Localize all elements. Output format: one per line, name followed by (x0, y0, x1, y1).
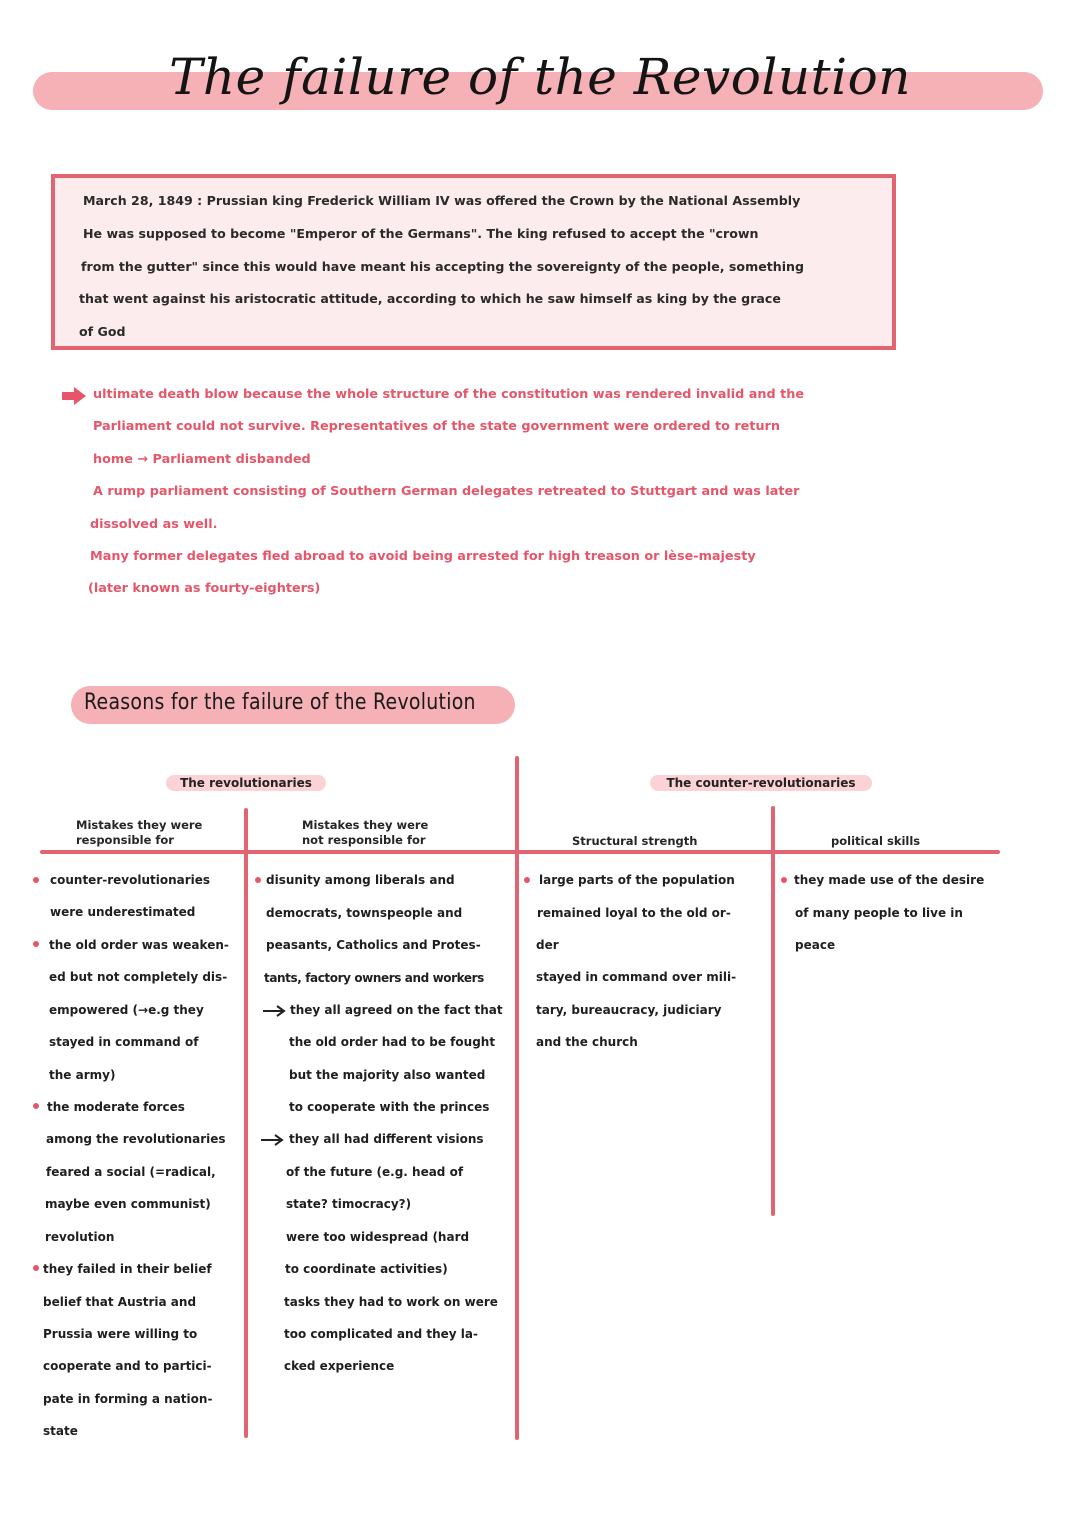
header-not-responsible (302, 818, 428, 848)
page-title: The failure of the Revolution (169, 48, 911, 106)
responsible-line: were underestimated (50, 905, 196, 919)
not-responsible-line: to coordinate activities) (285, 1262, 448, 1276)
header-structural: Structural strength (572, 834, 698, 848)
responsible-line: counter-revolutionaries (50, 873, 211, 887)
table-header-rule (40, 850, 1000, 854)
responsible-line: pate in forming a nation- (43, 1392, 213, 1406)
consequence-line: (later known as fourty-eighters) (88, 581, 321, 596)
responsible-line: maybe even communist) (45, 1197, 211, 1211)
not-responsible-line: democrats, townspeople and (266, 906, 463, 920)
not-responsible-line: they all had different visions (289, 1132, 484, 1146)
responsible-line: the moderate forces (47, 1100, 185, 1114)
structural-line: and the church (536, 1035, 638, 1049)
structural-line: stayed in command over mili- (536, 970, 737, 984)
not-responsible-line: peasants, Catholics and Protes- (266, 938, 481, 952)
responsible-line: they failed in their belief (43, 1262, 212, 1276)
group-divider (515, 756, 519, 1440)
responsible-line: stayed in command of (49, 1035, 199, 1049)
responsible-line: Prussia were willing to (43, 1327, 198, 1341)
intro-line: of God (79, 324, 126, 339)
header-political: political skills (831, 834, 921, 848)
not-responsible-line: tasks they had to work on were (284, 1295, 498, 1309)
header-responsible-line: Mistakes they were (76, 818, 203, 832)
arrow-right-icon (60, 385, 88, 407)
bullet-icon (781, 877, 787, 883)
structural-line: large parts of the population (539, 873, 735, 887)
bullet-icon (33, 877, 39, 883)
not-responsible-line: they all agreed on the fact that (290, 1003, 503, 1017)
not-responsible-line: to cooperate with the princes (289, 1100, 490, 1114)
bullet-icon (524, 877, 530, 883)
political-line: they made use of the desire (794, 873, 985, 887)
header-not-responsible-line: not responsible for (302, 833, 426, 847)
structural-line: tary, bureaucracy, judiciary (536, 1003, 722, 1017)
responsible-line: cooperate and to partici- (43, 1359, 212, 1373)
arrow-right-icon (262, 1005, 286, 1017)
consequence-line: A rump parliament consisting of Southern German delegates retreated to Stuttgart and was later (93, 484, 800, 499)
structural-line: remained loyal to the old or- (537, 906, 731, 920)
column-divider (771, 806, 775, 1216)
consequence-line: dissolved as well. (90, 517, 218, 532)
not-responsible-line: cked experience (284, 1359, 395, 1373)
consequence-line: Many former delegates fled abroad to avoid being arrested for high treason or lèse-majesty (90, 549, 756, 564)
responsible-line: the old order was weaken- (49, 938, 229, 952)
revolutionaries-tag: The revolutionaries (166, 775, 326, 791)
header-responsible-line: responsible for (76, 833, 174, 847)
arrow-right-icon (260, 1134, 284, 1146)
counter-revolutionaries-tag: The counter-revolutionaries (650, 775, 872, 791)
consequence-line: home → Parliament disbanded (93, 452, 311, 467)
not-responsible-line: of the future (e.g. head of (286, 1165, 464, 1179)
header-responsible (76, 818, 202, 848)
political-line: of many people to live in (795, 906, 963, 920)
intro-line: March 28, 1849 : Prussian king Frederick William IV was offered the Crown by the National Assembly (83, 193, 801, 208)
bullet-icon (255, 877, 261, 883)
intro-line: from the gutter" since this would have meant his accepting the sovereignty of the people, something (81, 259, 805, 274)
reasons-heading: Reasons for the failure of the Revolution (84, 690, 476, 715)
not-responsible-line: the old order had to be fought (289, 1035, 496, 1049)
responsible-line: the army) (49, 1068, 116, 1082)
responsible-line: feared a social (=radical, (46, 1165, 216, 1179)
responsible-line: among the revolutionaries (46, 1132, 226, 1146)
responsible-line: ed but not completely dis- (49, 970, 228, 984)
structural-line: der (536, 938, 559, 952)
not-responsible-line: too complicated and they la- (284, 1327, 478, 1341)
political-line: peace (795, 938, 836, 952)
responsible-line: revolution (45, 1230, 115, 1244)
consequence-line: Parliament could not survive. Representatives of the state government were ordered to return (93, 419, 780, 434)
not-responsible-line: but the majority also wanted (289, 1068, 486, 1082)
intro-box (51, 174, 896, 350)
intro-line: that went against his aristocratic attitude, according to which he saw himself as king by the grace (79, 291, 781, 306)
not-responsible-line: disunity among liberals and (266, 873, 455, 887)
bullet-icon (33, 941, 39, 947)
not-responsible-line: state? timocracy?) (286, 1197, 412, 1211)
responsible-line: empowered (→e.g they (49, 1003, 204, 1017)
header-not-responsible-line: Mistakes they were (302, 818, 429, 832)
consequence-line: ultimate death blow because the whole structure of the constitution was rendered invalid and the (93, 387, 805, 402)
bullet-icon (33, 1103, 39, 1109)
intro-line: He was supposed to become "Emperor of the Germans". The king refused to accept the "crown (83, 226, 759, 241)
responsible-line: state (43, 1424, 78, 1438)
not-responsible-line: were too widespread (hard (286, 1230, 470, 1244)
bullet-icon (33, 1265, 39, 1271)
not-responsible-line: tants, factory owners and workers (264, 971, 484, 985)
column-divider (244, 808, 248, 1438)
responsible-line: belief that Austria and (43, 1295, 197, 1309)
